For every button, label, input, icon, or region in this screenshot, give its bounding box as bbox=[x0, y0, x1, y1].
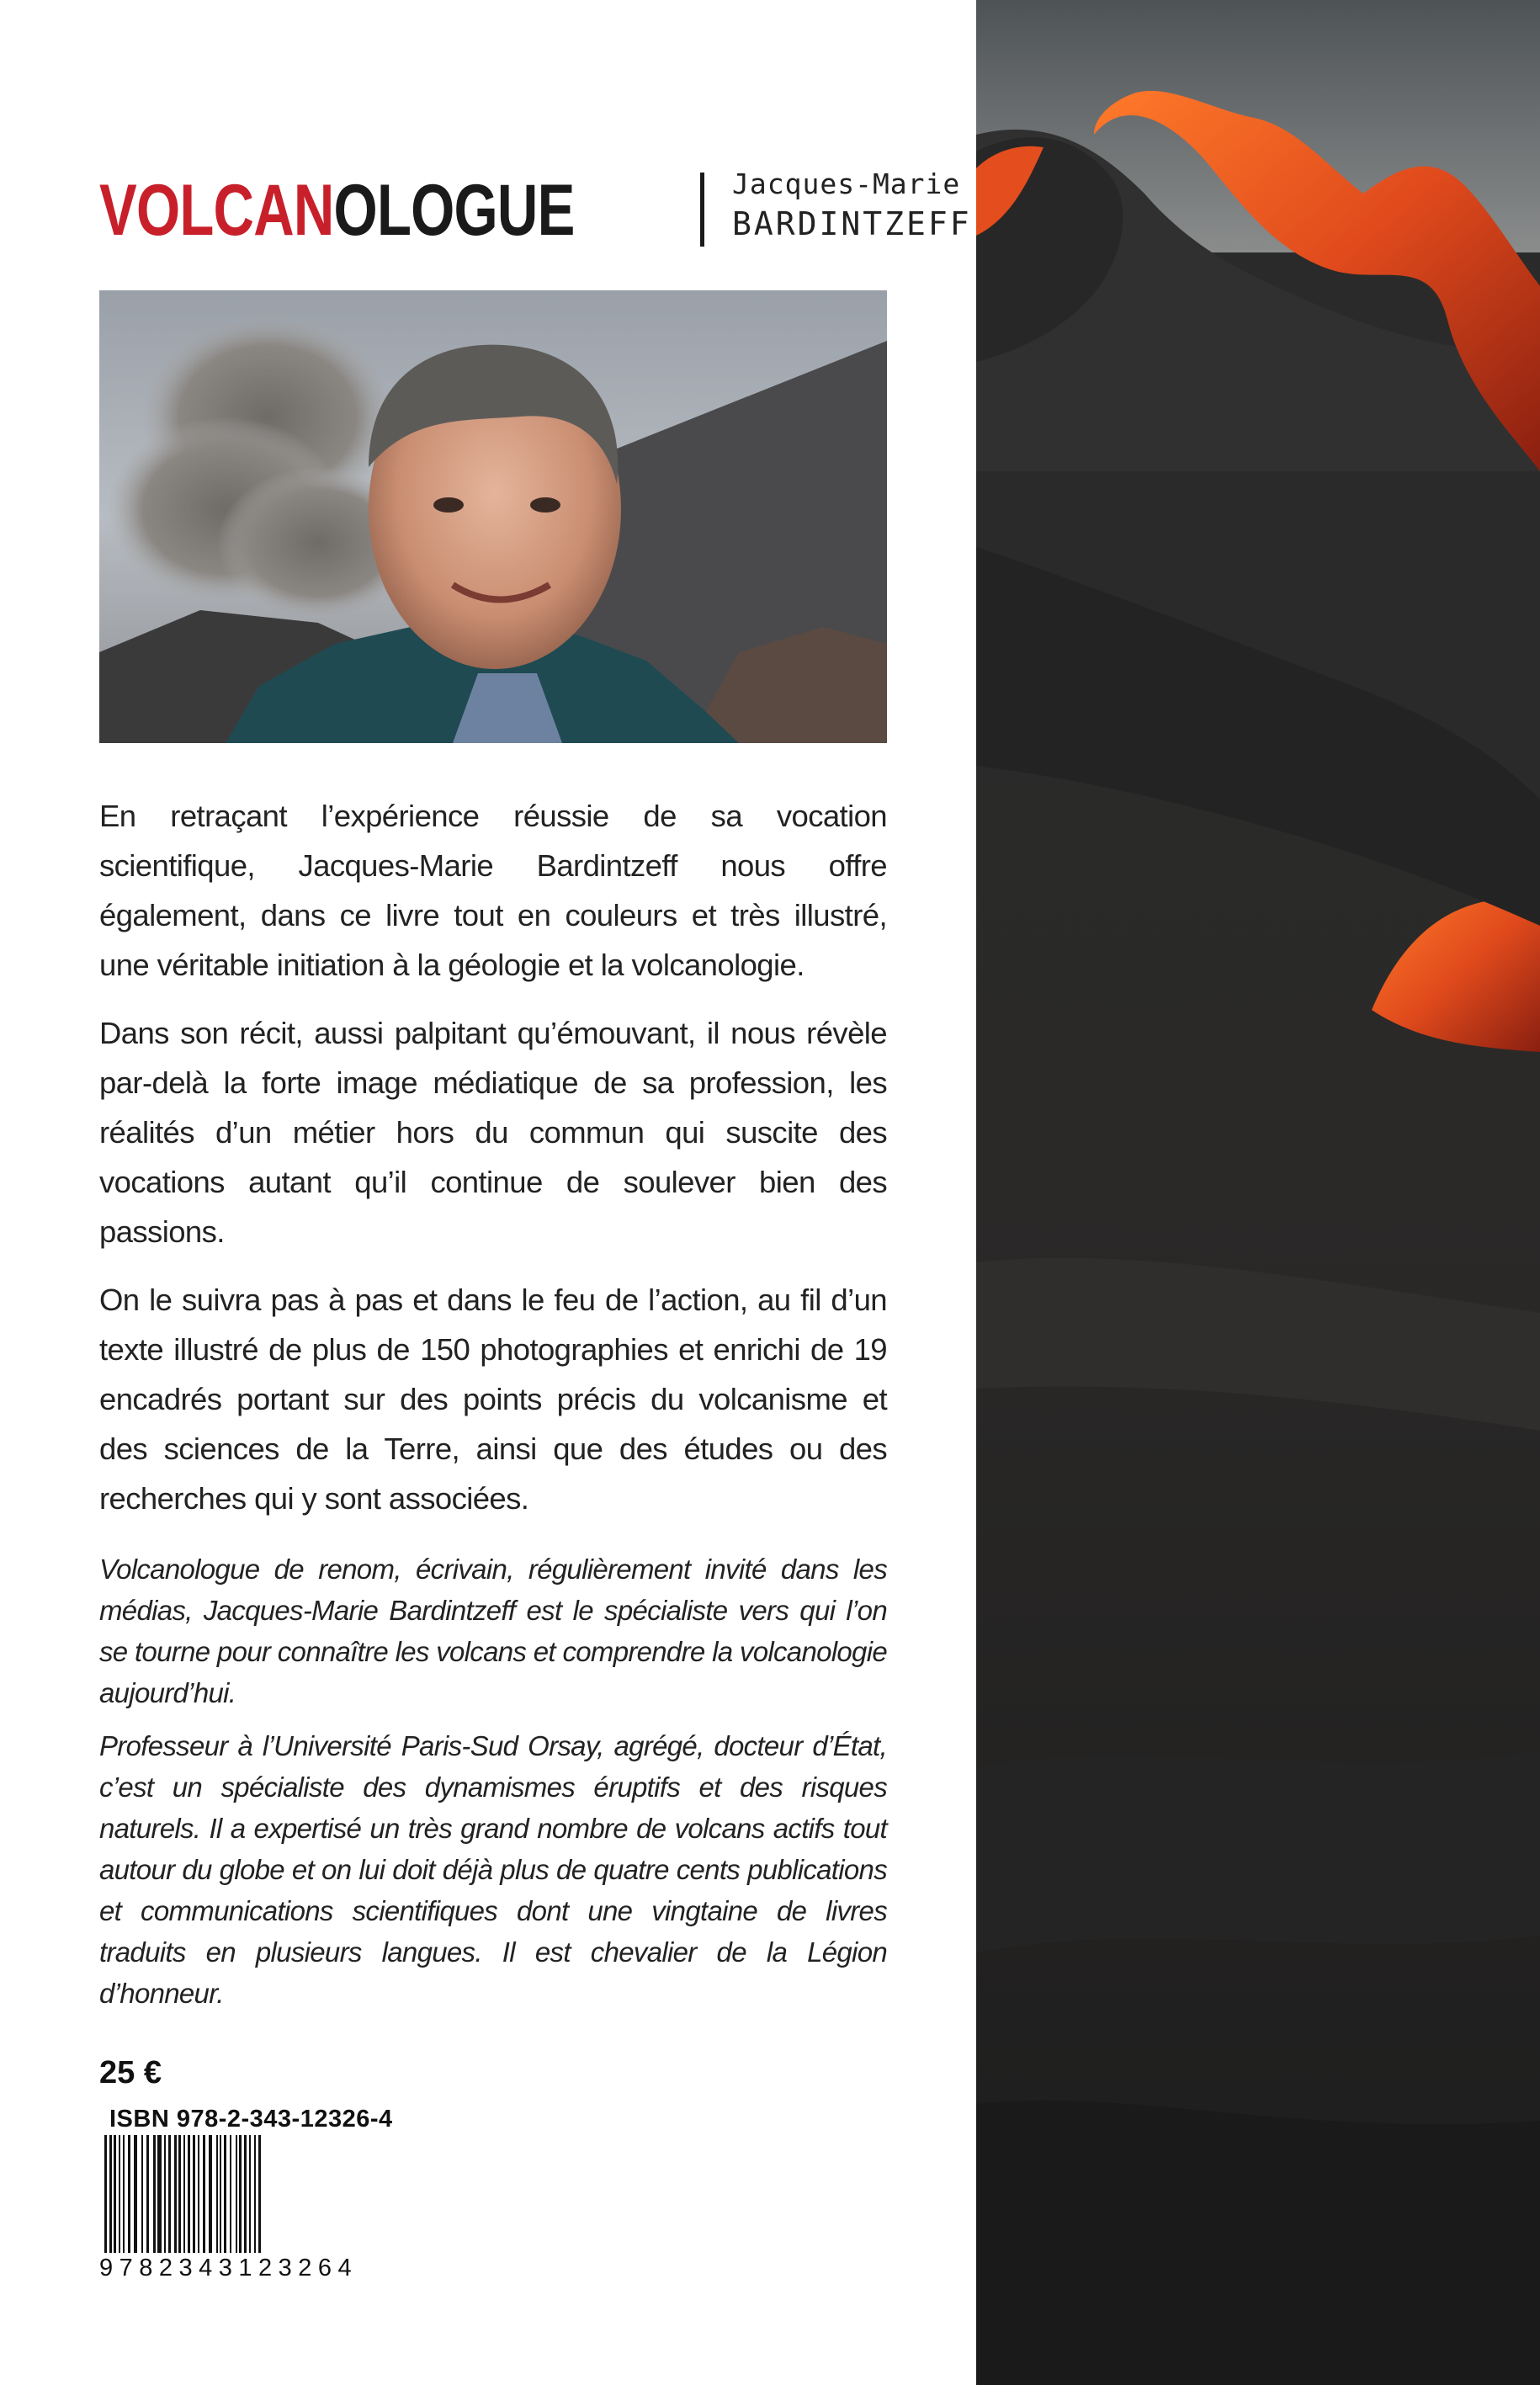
barcode-bar bbox=[183, 2135, 185, 2253]
author-name bbox=[732, 166, 972, 245]
barcode-bar bbox=[178, 2135, 181, 2253]
barcode-bar bbox=[153, 2135, 156, 2253]
barcode-bar bbox=[249, 2135, 251, 2253]
barcode-bar bbox=[254, 2135, 256, 2253]
description-paragraph: En retraçant l’expérience réussie de sa vocation scientifique, Jacques-Marie Bardintzeff nous offre également, dans ce livre tout en couleurs et très illustré, une véritable initiation à la géologie et la volcanologie. bbox=[99, 799, 887, 982]
author-last-name: BARDINTZEFF bbox=[732, 205, 972, 242]
barcode-bar bbox=[209, 2135, 212, 2253]
barcode-bar bbox=[258, 2135, 261, 2253]
barcode-bar bbox=[239, 2135, 242, 2253]
barcode-bar bbox=[188, 2135, 190, 2253]
book-description bbox=[99, 791, 887, 1542]
barcode bbox=[99, 2135, 394, 2253]
barcode-bar bbox=[224, 2135, 226, 2253]
barcode-bar bbox=[203, 2135, 205, 2253]
barcode-bar bbox=[216, 2135, 218, 2253]
author-biography bbox=[99, 1548, 887, 2026]
bio-paragraph: Volcanologue de renom, écrivain, régulièrement invité dans les médias, Jacques-Marie Bardintzeff est le spécialiste vers qui l’on se tourne pour connaître les volcans et comprendre la volcanologie aujourd’hui. bbox=[99, 1554, 887, 1708]
barcode-bar bbox=[109, 2135, 112, 2253]
volcano-eruption-photo bbox=[976, 0, 1540, 2385]
barcode-bar bbox=[104, 2135, 107, 2253]
book-title-black-part: OLOGUE bbox=[333, 170, 575, 251]
barcode-bar bbox=[198, 2135, 199, 2253]
barcode-bar bbox=[174, 2135, 177, 2253]
book-title-red-part: VOLCAN bbox=[99, 170, 334, 251]
barcode-digits: 9782343123264 bbox=[99, 2255, 358, 2281]
barcode-bar bbox=[193, 2135, 195, 2253]
author-first-name: Jacques-Marie bbox=[732, 167, 961, 200]
barcode-bar bbox=[230, 2135, 231, 2253]
barcode-bar bbox=[114, 2135, 116, 2253]
description-paragraph: On le suivra pas à pas et dans le feu de l’action, au fil d’un texte illustré de plus de 150 photographies et enrichi de 19 encadrés portant sur des points précis du volcanisme et des sciences de la Terre, ainsi que des études ou des recherches qui y sont associées. bbox=[99, 1283, 887, 1516]
title-divider bbox=[700, 173, 704, 247]
barcode-bar bbox=[128, 2135, 130, 2253]
title-block bbox=[99, 164, 972, 257]
book-title bbox=[99, 164, 575, 257]
barcode-bar bbox=[236, 2135, 237, 2253]
barcode-bar bbox=[119, 2135, 120, 2253]
barcode-bar bbox=[134, 2135, 137, 2253]
price-label: 25 € bbox=[99, 2055, 162, 2090]
barcode-bar bbox=[141, 2135, 143, 2253]
barcode-bar bbox=[123, 2135, 125, 2253]
barcode-bar bbox=[220, 2135, 221, 2253]
author-portrait-photo bbox=[99, 290, 887, 743]
barcode-bar bbox=[146, 2135, 149, 2253]
barcode-bar bbox=[164, 2135, 166, 2253]
barcode-bar bbox=[157, 2135, 162, 2253]
barcode-bar bbox=[244, 2135, 247, 2253]
description-paragraph: Dans son récit, aussi palpitant qu’émouvant, il nous révèle par-delà la forte image médiatique de sa profession, les réalités d’un métier hors du commun qui suscite des vocations autant qu’il continue de soulever bien des passions. bbox=[99, 1016, 887, 1249]
barcode-bar bbox=[168, 2135, 171, 2253]
bio-paragraph: Professeur à l’Université Paris-Sud Orsay, agrégé, docteur d’État, c’est un spécialiste des dynamismes éruptifs et des risques naturels. Il a expertisé un très grand nombre de volcans actifs tout autour du globe et on lui doit déjà plus de quatre cents publications et communications scientifiques dont une vingtaine de livres traduits en plusieurs langues. Il est chevalier de la Légion d’honneur. bbox=[99, 1730, 887, 2009]
isbn-label: ISBN 978-2-343-12326-4 bbox=[109, 2106, 393, 2133]
